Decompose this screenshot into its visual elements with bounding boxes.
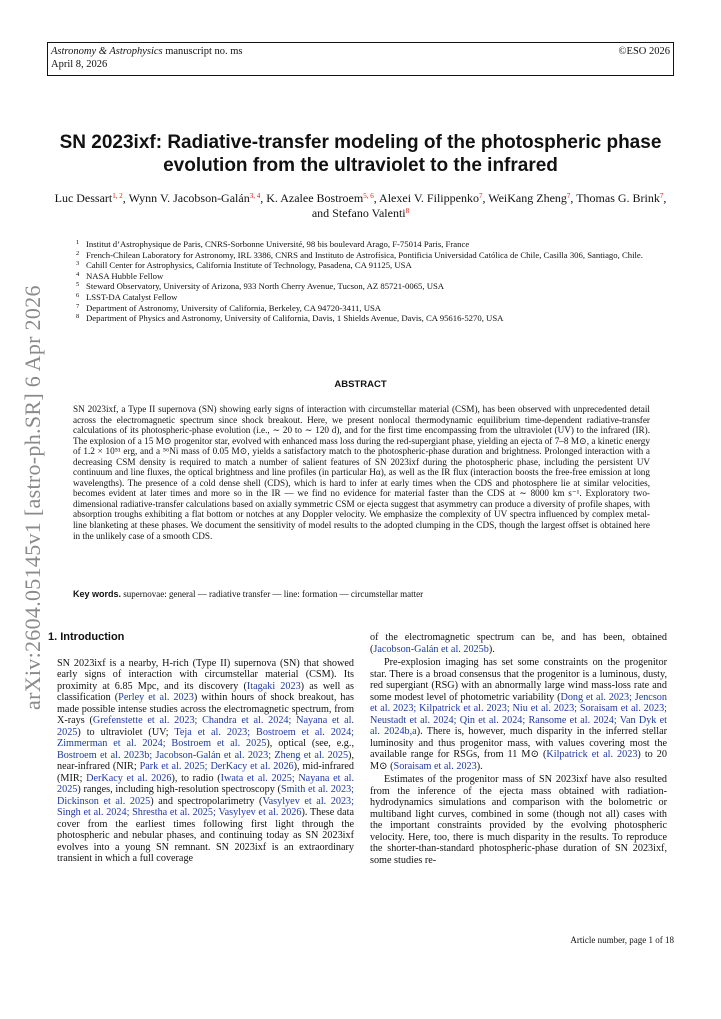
citation-link[interactable]: Jacobson-Galán et al. 2025b bbox=[373, 643, 489, 655]
body-text: ). These data cover from the earliest times following first light through the photospheric and nebular phases, and continuing today as SN 2023ixf evolves into a young SN remnant. SN 2023ixf is an extraordinary transient in which a full coverage bbox=[57, 807, 354, 864]
intro-paragraph bbox=[370, 774, 667, 866]
affiliation-item bbox=[76, 271, 676, 282]
body-text: ). There is, however, much disparity in the inferred stellar luminosity and thus progenitor mass, with values covering most the available range for RSGs, from 11 M⊙ ( bbox=[370, 726, 667, 760]
right-column bbox=[370, 632, 667, 866]
affiliation-item bbox=[76, 260, 676, 271]
affiliation-item bbox=[76, 250, 676, 261]
author-affiliation-ref[interactable]: 8 bbox=[405, 207, 410, 215]
citation-link[interactable]: Grefenstette et al. 2023; Chandra et al. 2024; Nayana et al. 2025 bbox=[57, 715, 354, 738]
body-text: ) to 20 M⊙ ( bbox=[370, 749, 667, 772]
author-affiliation-ref[interactable]: 5, 6 bbox=[363, 192, 374, 200]
body-text: of the electromagnetic spectrum can be, and has been, obtained ( bbox=[370, 632, 667, 655]
copyright: ©ESO 2026 bbox=[618, 46, 670, 57]
author-name: Stefano Valenti bbox=[332, 206, 406, 220]
body-text: ). bbox=[488, 643, 495, 655]
author-name: Alexei V. Filippenko bbox=[379, 191, 479, 205]
affiliation-item bbox=[76, 292, 676, 303]
citation-link[interactable]: Smith et al. 2023; Dickinson et al. 2025 bbox=[57, 784, 354, 807]
citation-link[interactable]: Soraisam et al. 2023 bbox=[393, 760, 477, 772]
manuscript-id: manuscript no. ms bbox=[165, 46, 243, 57]
abstract-text: SN 2023ixf, a Type II supernova (SN) showing early signs of interaction with circumstellar material (CSM), has been observed with unprecedented detail across the electromagnetic spectrum since shock breakout. Here, we present nonlocal thermodynamic equilibrium time-dependent radiative-transfer calculations of its photospheric-phase evolution (i.e., ∼ 20 to ∼ 120 d), and for the first time encompassing from the ultraviolet (UV) to the infrared (IR). The explosion of a 15 M⊙ progenitor star, evolved with enhanced mass loss during the red-supergiant phase, yielding an ejecta of 7–8 M⊙, a kinetic energy of 1.2 × 10⁵¹ erg, and a ⁵⁶Ni mass of 0.05 M⊙, yields a satisfactory match to the photospheric-phase duration and brightness. Prolonged interaction with a decreasing CSM density is required to match a number of salient features of SN 2023ixf during the photospheric phase, including the persistent UV continuum and line fluxes, the optical brightness and line profiles (in particular Hα), as well as the IR flux (interaction boosts the free-free emission at long wavelengths). The presence of a cold dense shell (CDS), which is hard to infer at early times when the CDS and photosphere lie at similar velocities, becomes evident at later times and more so in the IR — we find no evidence for material faster than the CDS at ∼ 8000 km s⁻¹. Exploratory two-dimensional radiative-transfer calculations based on axially symmetric CSM or ejecta suggest that asymmetry can produce a diversity of profile shapes, with absorption troughs exhibiting a flat bottom or notches at any Doppler velocity. We emphasize the complexity of UV spectra influenced by complex metal-line blanketing at these phases. We document the sensitivity of model results to the adopted clumping in the CDS, though the largest offset is obtained here in the unlikely case of a smooth CDS. bbox=[73, 404, 650, 541]
body-text: ), mid-infrared (MIR; bbox=[57, 761, 354, 784]
affiliation-text: Cahill Center for Astrophysics, California Institute of Technology, Pasadena, CA 91125, USA bbox=[86, 260, 412, 271]
keywords bbox=[73, 589, 650, 600]
affiliation-text: Institut d’Astrophysique de Paris, CNRS-Sorbonne Université, 98 bis boulevard Arago, F-75014 Paris, France bbox=[86, 239, 470, 249]
left-column bbox=[48, 631, 354, 865]
author-name: WeiKang Zheng bbox=[488, 191, 567, 205]
intro-paragraph bbox=[370, 657, 667, 772]
body-text: ) as well as classification ( bbox=[57, 680, 354, 703]
body-text: ), optical (see, e.g., bbox=[266, 738, 354, 749]
affiliation-number: 7 bbox=[76, 302, 80, 310]
affiliation-text: Department of Physics and Astronomy, University of California, Davis, 1 Shields Avenue, Davis, CA 95616-5270, USA bbox=[86, 313, 504, 324]
author-name: Thomas G. Brink bbox=[576, 191, 660, 205]
body-text: ) and spectropolarimetry ( bbox=[150, 795, 263, 807]
journal-header-box bbox=[47, 42, 674, 76]
body-text: Estimates of the progenitor mass of SN 2023ixf have also resulted from the inference of the ejecta mass obtained with radiation-hydrodynamics simulations and comparison with the bolometric or multiband light curves, combined in some (though not all) cases with the important constraints provided by the evolving photospheric velocity. Here, too, there is much disparity in the results. To reproduce the shorter-than-standard photospheric-phase duration of SN 2023ixf, some studies re- bbox=[370, 774, 667, 866]
abstract-heading: ABSTRACT bbox=[334, 379, 387, 390]
author-name: Luc Dessart bbox=[54, 191, 113, 205]
body-text: SN 2023ixf is a nearby, H-rich (Type II) supernova (SN) that showed early signs of interaction with circumstellar material (CSM). Its proximity at 6.85 Mpc, and its discovery ( bbox=[57, 657, 354, 692]
body-text: ), near-infrared (NIR; bbox=[57, 749, 354, 772]
affiliation-text: LSST-DA Catalyst Fellow bbox=[86, 291, 178, 302]
author-name: Wynn V. Jacobson-Galán bbox=[128, 191, 250, 205]
intro-paragraph bbox=[57, 658, 354, 865]
affiliation-number: 5 bbox=[76, 281, 80, 289]
citation-link[interactable]: Teja et al. 2023; Bostroem et al. 2024; Zimmerman et al. 2024; Bostroem et al. 2025 bbox=[57, 726, 354, 749]
author-affiliation-ref[interactable]: 3, 4 bbox=[249, 192, 261, 200]
affiliation-text: French-Chilean Laboratory for Astronomy, IRL 3386, CNRS and Instituto de Astrofísica, Pontificia Universidad Católica de Chile, Casilla 306, Santiago, Chile. bbox=[86, 249, 643, 260]
author-name: K. Azalee Bostroem bbox=[266, 191, 364, 205]
author-affiliation-ref[interactable]: 7 bbox=[478, 192, 483, 200]
body-text: Pre-explosion imaging has set some constraints on the progenitor star. There is a broad consensus that the progenitor is a luminous, dusty, red supergiant (RSG) with an abnormally large wind mass-loss rate and some modest level of photometric variability ( bbox=[370, 657, 667, 703]
keywords-text: supernovae: general — radiative transfer — line: formation — circumstellar matter bbox=[123, 589, 424, 599]
affiliation-text: Department of Astronomy, University of California, Berkeley, CA 94720-3411, USA bbox=[86, 302, 382, 313]
body-text: ) within hours of shock breakout, has made possible intense studies across the electromagnetic spectrum, from X-rays ( bbox=[57, 692, 354, 726]
body-text: ) to ultraviolet (UV; bbox=[77, 726, 175, 738]
author-list: Luc Dessart$^{1, 2}$, Wynn V. Jacobson-Galán$^{3, 4}$, K. Azalee Bostroem$^{5, 6}$, Alexei V. Filippenko$^7$, WeiKang Zheng$^7$, Thomas G. Brink$^7$, and Stefano Valenti$^8$ bbox=[54, 191, 667, 220]
affiliation-list bbox=[76, 239, 676, 324]
citation-link[interactable]: Bostroem et al. 2023b; Jacobson-Galán et al. 2023; Zheng et al. 2025 bbox=[57, 749, 349, 761]
affiliation-item bbox=[76, 313, 676, 324]
affiliation-number: 3 bbox=[76, 260, 80, 268]
affiliation-number: 8 bbox=[76, 313, 80, 321]
intro-paragraph bbox=[370, 632, 667, 655]
citation-link[interactable]: Dong et al. 2023; Jencson et al. 2023; Kilpatrick et al. 2023; Niu et al. 2023; Soraisam et al. 2023; Neustadt et al. 2024; Qin et al. 2024; Ransome et al. 2024; Van Dyk et al. 2024b,a bbox=[370, 691, 667, 737]
affiliation-number: 2 bbox=[76, 249, 80, 257]
affiliation-number: 1 bbox=[76, 239, 80, 246]
author-affiliation-ref[interactable]: 1, 2 bbox=[112, 192, 123, 200]
body-text: ). bbox=[476, 760, 483, 772]
citation-link[interactable]: Vasylyev et al. 2023; Singh et al. 2024; Shrestha et al. 2025; Vasylyev et al. 2026 bbox=[57, 795, 354, 818]
author-affiliation-ref[interactable]: 7 bbox=[566, 192, 571, 200]
affiliation-number: 6 bbox=[76, 291, 80, 299]
page-footer: Article number, page 1 of 18 bbox=[570, 935, 674, 945]
affiliation-text: NASA Hubble Fellow bbox=[86, 270, 164, 281]
keywords-label: Key words. bbox=[73, 589, 122, 599]
affiliation-item bbox=[76, 281, 676, 292]
author-affiliation-ref[interactable]: 7 bbox=[659, 192, 664, 200]
journal-name: Astronomy & Astrophysics bbox=[51, 46, 163, 57]
citation-link[interactable]: Itagaki 2023 bbox=[246, 680, 301, 692]
citation-link[interactable]: DerKacy et al. 2026 bbox=[86, 772, 172, 784]
paper-title: SN 2023ixf: Radiative-transfer modeling of the photospheric phase evolution from the ultraviolet to the infrared bbox=[59, 132, 662, 176]
citation-link[interactable]: Iwata et al. 2025; Nayana et al. 2025 bbox=[57, 772, 354, 795]
affiliation-text: Steward Observatory, University of Arizona, 933 North Cherry Avenue, Tucson, AZ 85721-0065, USA bbox=[86, 281, 445, 292]
citation-link[interactable]: Kilpatrick et al. 2023 bbox=[546, 749, 638, 760]
citation-link[interactable]: Park et al. 2025; DerKacy et al. 2026 bbox=[139, 761, 294, 772]
arxiv-stamp: arXiv:2604.05145v1 [astro-ph.SR] 6 Apr 2026 bbox=[20, 285, 45, 710]
body-text: ), to radio ( bbox=[171, 772, 221, 784]
section-heading: 1. Introduction bbox=[48, 631, 125, 643]
affiliation-item bbox=[76, 303, 676, 314]
manuscript-date: April 8, 2026 bbox=[51, 59, 108, 70]
citation-link[interactable]: Perley et al. 2023 bbox=[118, 692, 194, 703]
body-text: ) ranges, including high-resolution spectroscopy ( bbox=[77, 784, 281, 795]
affiliation-item bbox=[76, 239, 676, 250]
affiliation-number: 4 bbox=[76, 270, 80, 278]
